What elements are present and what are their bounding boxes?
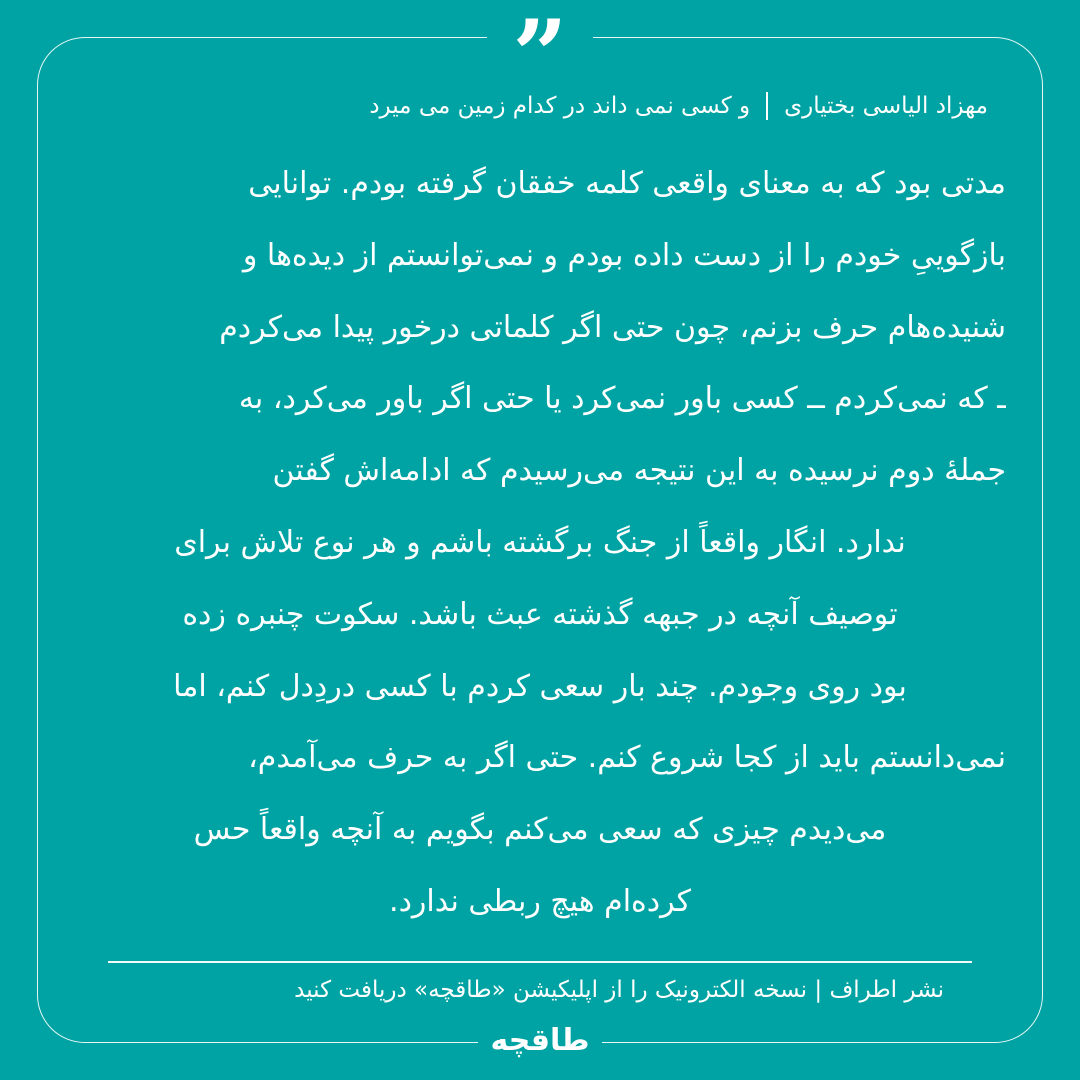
download-message: نسخه الکترونیک را از اپلیکیشن «طاقچه» دریافت کنید — [294, 977, 808, 1003]
quote-line: ـ که نمی‌کردم ــ کسی باور نمی‌کرد یا حتی اگر باور می‌کرد، به — [238, 381, 1006, 417]
quote-body — [74, 148, 1006, 938]
footer-text — [108, 968, 944, 1012]
footer-divider — [108, 961, 972, 963]
quote-line: شنیده‌هام حرف بزنم، چون حتی اگر کلماتی درخور پیدا می‌کردم — [219, 309, 1006, 345]
book-header — [369, 82, 988, 130]
quote-line: می‌دیدم چیزی که سعی می‌کنم بگویم به آنچه واقعاً حس — [193, 812, 887, 848]
header-separator — [766, 92, 768, 120]
quote-line: نمی‌دانستم باید از کجا شروع کنم. حتی اگر به حرف می‌آمدم، — [248, 740, 1006, 776]
taaghche-logo: طاقچه — [490, 1023, 590, 1058]
quote-line: بازگوییِ خودم را از دست داده بودم و نمی‌توانستم از دیده‌ها و — [242, 237, 1006, 273]
quote-line: ندارد. انگار واقعاً از جنگ برگشته باشم و هر نوع تلاش برای — [174, 524, 906, 560]
quote-line: مدتی بود که به معنای واقعی کلمه خفقان گرفته بودم. توانایی — [248, 166, 1006, 201]
publisher-name: نشر اطراف — [829, 977, 944, 1003]
footer-separator: | — [807, 977, 823, 1003]
book-title: و کسی نمی داند در کدام زمین می میرد — [369, 93, 751, 119]
quote-line: کرده‌ام هیچ ربطی ندارد. — [389, 883, 691, 919]
author-name: مهزاد الیاسی بختیاری — [784, 93, 988, 119]
quote-line: بود روی وجودم. چند بار سعی کردم با کسی دردِدل کنم، اما — [173, 668, 907, 704]
quote-line: توصیف آنچه در جبهه گذشته عبث باشد. سکوت چنبره زده — [182, 596, 898, 632]
quote-icon: ” — [512, 0, 568, 112]
quote-line: جملهٔ دوم نرسیده به این نتیجه می‌رسیدم که ادامه‌اش گفتن — [272, 453, 1006, 489]
